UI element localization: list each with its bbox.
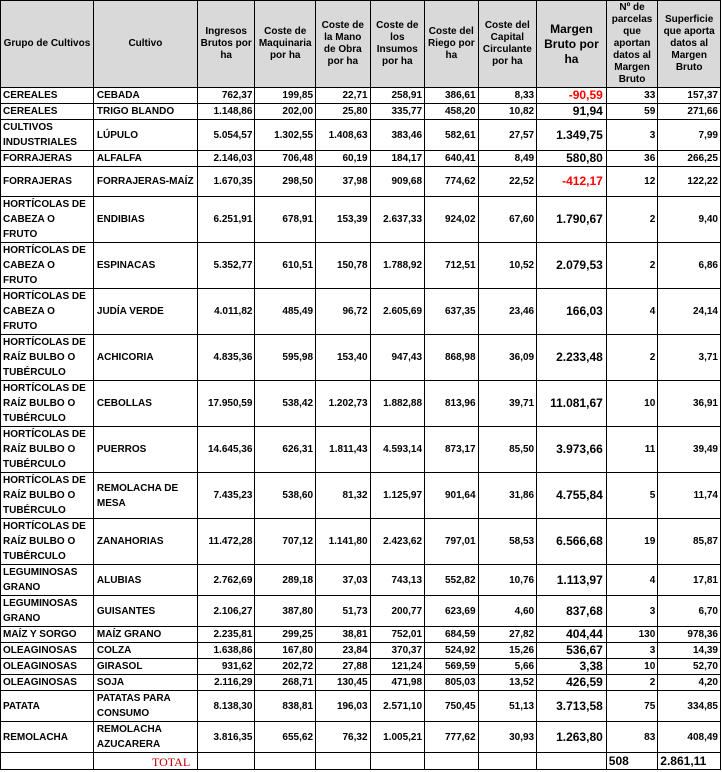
irrigation-cell: 813,96 bbox=[425, 381, 479, 427]
header-capital: Coste del Capital Circulante por ha bbox=[478, 1, 537, 88]
income-cell: 2.146,03 bbox=[197, 151, 255, 167]
total-blank-4 bbox=[255, 753, 316, 770]
capital-cell: 10,82 bbox=[478, 104, 537, 120]
table-row bbox=[1, 722, 721, 753]
group-cell: HORTÍCOLAS DE CABEZA O FRUTO bbox=[1, 289, 94, 335]
irrigation-cell: 805,03 bbox=[425, 675, 479, 691]
machinery-cell: 538,42 bbox=[255, 381, 316, 427]
inputs-cell: 335,77 bbox=[370, 104, 425, 120]
machinery-cell: 289,18 bbox=[255, 565, 316, 596]
total-blank-6 bbox=[370, 753, 425, 770]
total-blank-3 bbox=[197, 753, 255, 770]
plots-cell: 36 bbox=[606, 151, 658, 167]
income-cell: 1.148,86 bbox=[197, 104, 255, 120]
capital-cell: 85,50 bbox=[478, 427, 537, 473]
gross-margin-cell: 4.755,84 bbox=[537, 473, 607, 519]
inputs-cell: 370,37 bbox=[370, 643, 425, 659]
plots-cell: 10 bbox=[606, 659, 658, 675]
table-row bbox=[1, 167, 721, 197]
area-cell: 271,66 bbox=[658, 104, 721, 120]
group-cell: HORTÍCOLAS DE RAÍZ BULBO O TUBÉRCULO bbox=[1, 335, 94, 381]
area-cell: 122,22 bbox=[658, 167, 721, 197]
group-cell: FORRAJERAS bbox=[1, 151, 94, 167]
machinery-cell: 299,25 bbox=[255, 627, 316, 643]
plots-cell: 4 bbox=[606, 565, 658, 596]
header-irrigation: Coste del Riego por ha bbox=[425, 1, 479, 88]
machinery-cell: 1.302,55 bbox=[255, 120, 316, 151]
inputs-cell: 2.605,69 bbox=[370, 289, 425, 335]
inputs-cell: 471,98 bbox=[370, 675, 425, 691]
gross-margin-cell: 91,94 bbox=[537, 104, 607, 120]
group-cell: OLEAGINOSAS bbox=[1, 675, 94, 691]
labour-cell: 22,71 bbox=[316, 88, 371, 104]
machinery-cell: 595,98 bbox=[255, 335, 316, 381]
gross-margin-cell: 3.973,66 bbox=[537, 427, 607, 473]
inputs-cell: 121,24 bbox=[370, 659, 425, 675]
labour-cell: 196,03 bbox=[316, 691, 371, 722]
total-label: TOTAL bbox=[152, 755, 191, 769]
table-row bbox=[1, 675, 721, 691]
gross-margin-cell: 11.081,67 bbox=[537, 381, 607, 427]
area-cell: 157,37 bbox=[658, 88, 721, 104]
inputs-cell: 383,46 bbox=[370, 120, 425, 151]
group-cell: OLEAGINOSAS bbox=[1, 659, 94, 675]
header-gross-margin: Margen Bruto por ha bbox=[537, 1, 607, 88]
area-cell: 85,87 bbox=[658, 519, 721, 565]
machinery-cell: 706,48 bbox=[255, 151, 316, 167]
capital-cell: 36,09 bbox=[478, 335, 537, 381]
capital-cell: 13,52 bbox=[478, 675, 537, 691]
group-cell: CEREALES bbox=[1, 88, 94, 104]
irrigation-cell: 684,59 bbox=[425, 627, 479, 643]
labour-cell: 51,73 bbox=[316, 596, 371, 627]
table-row bbox=[1, 473, 721, 519]
irrigation-cell: 386,61 bbox=[425, 88, 479, 104]
income-cell: 17.950,59 bbox=[197, 381, 255, 427]
plots-cell: 75 bbox=[606, 691, 658, 722]
plots-cell: 130 bbox=[606, 627, 658, 643]
group-cell: LEGUMINOSAS GRANO bbox=[1, 596, 94, 627]
inputs-cell: 200,77 bbox=[370, 596, 425, 627]
header-machinery: Coste de Maquinaria por ha bbox=[255, 1, 316, 88]
table-row bbox=[1, 627, 721, 643]
machinery-cell: 838,81 bbox=[255, 691, 316, 722]
area-cell: 6,70 bbox=[658, 596, 721, 627]
table-row bbox=[1, 643, 721, 659]
group-cell: LEGUMINOSAS GRANO bbox=[1, 565, 94, 596]
capital-cell: 15,26 bbox=[478, 643, 537, 659]
irrigation-cell: 640,41 bbox=[425, 151, 479, 167]
inputs-cell: 258,91 bbox=[370, 88, 425, 104]
machinery-cell: 610,51 bbox=[255, 243, 316, 289]
table-header bbox=[1, 1, 721, 88]
irrigation-cell: 873,17 bbox=[425, 427, 479, 473]
inputs-cell: 1.125,97 bbox=[370, 473, 425, 519]
area-cell: 6,86 bbox=[658, 243, 721, 289]
gross-margin-cell: 426,59 bbox=[537, 675, 607, 691]
inputs-cell: 1.788,92 bbox=[370, 243, 425, 289]
area-cell: 408,49 bbox=[658, 722, 721, 753]
table-row bbox=[1, 565, 721, 596]
inputs-cell: 743,13 bbox=[370, 565, 425, 596]
labour-cell: 60,19 bbox=[316, 151, 371, 167]
irrigation-cell: 777,62 bbox=[425, 722, 479, 753]
irrigation-cell: 712,51 bbox=[425, 243, 479, 289]
plots-cell: 3 bbox=[606, 643, 658, 659]
area-cell: 978,36 bbox=[658, 627, 721, 643]
irrigation-cell: 901,64 bbox=[425, 473, 479, 519]
inputs-cell: 4.593,14 bbox=[370, 427, 425, 473]
income-cell: 3.816,35 bbox=[197, 722, 255, 753]
labour-cell: 130,45 bbox=[316, 675, 371, 691]
area-cell: 52,70 bbox=[658, 659, 721, 675]
gross-margin-cell: 6.566,68 bbox=[537, 519, 607, 565]
gross-margin-cell: 2.079,53 bbox=[537, 243, 607, 289]
plots-cell: 83 bbox=[606, 722, 658, 753]
inputs-cell: 2.423,62 bbox=[370, 519, 425, 565]
income-cell: 762,37 bbox=[197, 88, 255, 104]
irrigation-cell: 774,62 bbox=[425, 167, 479, 197]
crop-cell: REMOLACHA AZUCARERA bbox=[93, 722, 197, 753]
table-row bbox=[1, 596, 721, 627]
labour-cell: 27,88 bbox=[316, 659, 371, 675]
capital-cell: 31,86 bbox=[478, 473, 537, 519]
income-cell: 5.352,77 bbox=[197, 243, 255, 289]
gross-margin-cell: 2.233,48 bbox=[537, 335, 607, 381]
gross-margin-cell: 1.349,75 bbox=[537, 120, 607, 151]
gross-margin-cell: 536,67 bbox=[537, 643, 607, 659]
plots-cell: 11 bbox=[606, 427, 658, 473]
inputs-cell: 2.571,10 bbox=[370, 691, 425, 722]
capital-cell: 27,82 bbox=[478, 627, 537, 643]
table-row bbox=[1, 243, 721, 289]
area-cell: 4,20 bbox=[658, 675, 721, 691]
header-crop: Cultivo bbox=[93, 1, 197, 88]
irrigation-cell: 569,59 bbox=[425, 659, 479, 675]
inputs-cell: 909,68 bbox=[370, 167, 425, 197]
machinery-cell: 655,62 bbox=[255, 722, 316, 753]
income-cell: 2.762,69 bbox=[197, 565, 255, 596]
crop-cell: PUERROS bbox=[93, 427, 197, 473]
crop-cell: MAÍZ GRANO bbox=[93, 627, 197, 643]
table-row bbox=[1, 691, 721, 722]
crop-cell: GIRASOL bbox=[93, 659, 197, 675]
machinery-cell: 167,80 bbox=[255, 643, 316, 659]
irrigation-cell: 797,01 bbox=[425, 519, 479, 565]
total-area: 2.861,11 bbox=[658, 753, 721, 770]
labour-cell: 153,39 bbox=[316, 197, 371, 243]
crop-cell: ACHICORIA bbox=[93, 335, 197, 381]
area-cell: 9,40 bbox=[658, 197, 721, 243]
capital-cell: 10,76 bbox=[478, 565, 537, 596]
crop-cell: CEBADA bbox=[93, 88, 197, 104]
labour-cell: 76,32 bbox=[316, 722, 371, 753]
area-cell: 334,85 bbox=[658, 691, 721, 722]
labour-cell: 1.408,63 bbox=[316, 120, 371, 151]
total-blank-8 bbox=[478, 753, 537, 770]
table-row bbox=[1, 104, 721, 120]
capital-cell: 51,13 bbox=[478, 691, 537, 722]
table-row bbox=[1, 519, 721, 565]
irrigation-cell: 924,02 bbox=[425, 197, 479, 243]
irrigation-cell: 637,35 bbox=[425, 289, 479, 335]
crop-cell: ZANAHORIAS bbox=[93, 519, 197, 565]
labour-cell: 1.202,73 bbox=[316, 381, 371, 427]
crop-cell: SOJA bbox=[93, 675, 197, 691]
header-inputs: Coste de los Insumos por ha bbox=[370, 1, 425, 88]
crop-cell: ALUBIAS bbox=[93, 565, 197, 596]
table-row bbox=[1, 197, 721, 243]
area-cell: 14,39 bbox=[658, 643, 721, 659]
labour-cell: 37,03 bbox=[316, 565, 371, 596]
area-cell: 17,81 bbox=[658, 565, 721, 596]
irrigation-cell: 458,20 bbox=[425, 104, 479, 120]
plots-cell: 59 bbox=[606, 104, 658, 120]
total-plots: 508 bbox=[606, 753, 658, 770]
table-row bbox=[1, 381, 721, 427]
capital-cell: 4,60 bbox=[478, 596, 537, 627]
machinery-cell: 678,91 bbox=[255, 197, 316, 243]
gross-margin-cell: 404,44 bbox=[537, 627, 607, 643]
plots-cell: 19 bbox=[606, 519, 658, 565]
capital-cell: 58,53 bbox=[478, 519, 537, 565]
crop-cell: TRIGO BLANDO bbox=[93, 104, 197, 120]
irrigation-cell: 552,82 bbox=[425, 565, 479, 596]
plots-cell: 3 bbox=[606, 120, 658, 151]
machinery-cell: 387,80 bbox=[255, 596, 316, 627]
table-row bbox=[1, 659, 721, 675]
area-cell: 3,71 bbox=[658, 335, 721, 381]
machinery-cell: 485,49 bbox=[255, 289, 316, 335]
group-cell: HORTÍCOLAS DE RAÍZ BULBO O TUBÉRCULO bbox=[1, 473, 94, 519]
capital-cell: 23,46 bbox=[478, 289, 537, 335]
capital-cell: 8,33 bbox=[478, 88, 537, 104]
plots-cell: 2 bbox=[606, 243, 658, 289]
irrigation-cell: 623,69 bbox=[425, 596, 479, 627]
crop-cell: ESPINACAS bbox=[93, 243, 197, 289]
income-cell: 931,62 bbox=[197, 659, 255, 675]
income-cell: 2.106,27 bbox=[197, 596, 255, 627]
machinery-cell: 202,72 bbox=[255, 659, 316, 675]
group-cell: HORTÍCOLAS DE CABEZA O FRUTO bbox=[1, 197, 94, 243]
income-cell: 1.670,35 bbox=[197, 167, 255, 197]
total-blank-9 bbox=[537, 753, 607, 770]
income-cell: 2.235,81 bbox=[197, 627, 255, 643]
gross-margin-cell: -412,17 bbox=[537, 167, 607, 197]
total-row bbox=[1, 753, 721, 770]
income-cell: 2.116,29 bbox=[197, 675, 255, 691]
crop-cell: GUISANTES bbox=[93, 596, 197, 627]
crop-cell: JUDÍA VERDE bbox=[93, 289, 197, 335]
machinery-cell: 298,50 bbox=[255, 167, 316, 197]
table-row bbox=[1, 88, 721, 104]
gross-margin-cell: 1.113,97 bbox=[537, 565, 607, 596]
area-cell: 36,91 bbox=[658, 381, 721, 427]
plots-cell: 10 bbox=[606, 381, 658, 427]
irrigation-cell: 582,61 bbox=[425, 120, 479, 151]
table-row bbox=[1, 427, 721, 473]
capital-cell: 27,57 bbox=[478, 120, 537, 151]
income-cell: 6.251,91 bbox=[197, 197, 255, 243]
table-row bbox=[1, 335, 721, 381]
income-cell: 11.472,28 bbox=[197, 519, 255, 565]
inputs-cell: 184,17 bbox=[370, 151, 425, 167]
total-blank-7 bbox=[425, 753, 479, 770]
machinery-cell: 707,12 bbox=[255, 519, 316, 565]
crop-cell: REMOLACHA DE MESA bbox=[93, 473, 197, 519]
inputs-cell: 1.882,88 bbox=[370, 381, 425, 427]
header-labour: Coste de la Mano de Obra por ha bbox=[316, 1, 371, 88]
crop-cell: LÚPULO bbox=[93, 120, 197, 151]
capital-cell: 5,66 bbox=[478, 659, 537, 675]
capital-cell: 22,52 bbox=[478, 167, 537, 197]
table-row bbox=[1, 289, 721, 335]
group-cell: CULTIVOS INDUSTRIALES bbox=[1, 120, 94, 151]
labour-cell: 1.141,80 bbox=[316, 519, 371, 565]
header-income: Ingresos Brutos por ha bbox=[197, 1, 255, 88]
plots-cell: 4 bbox=[606, 289, 658, 335]
irrigation-cell: 524,92 bbox=[425, 643, 479, 659]
inputs-cell: 947,43 bbox=[370, 335, 425, 381]
header-group: Grupo de Cultivos bbox=[1, 1, 94, 88]
income-cell: 14.645,36 bbox=[197, 427, 255, 473]
capital-cell: 39,71 bbox=[478, 381, 537, 427]
group-cell: OLEAGINOSAS bbox=[1, 643, 94, 659]
plots-cell: 3 bbox=[606, 596, 658, 627]
machinery-cell: 199,85 bbox=[255, 88, 316, 104]
total-blank-5 bbox=[316, 753, 371, 770]
gross-margin-cell: 837,68 bbox=[537, 596, 607, 627]
total-blank-1 bbox=[1, 753, 94, 770]
income-cell: 4.011,82 bbox=[197, 289, 255, 335]
table-body bbox=[1, 88, 721, 753]
labour-cell: 81,32 bbox=[316, 473, 371, 519]
labour-cell: 23,84 bbox=[316, 643, 371, 659]
gross-margin-cell: -90,59 bbox=[537, 88, 607, 104]
gross-margin-cell: 1.790,67 bbox=[537, 197, 607, 243]
inputs-cell: 2.637,33 bbox=[370, 197, 425, 243]
machinery-cell: 202,00 bbox=[255, 104, 316, 120]
labour-cell: 38,81 bbox=[316, 627, 371, 643]
capital-cell: 10,52 bbox=[478, 243, 537, 289]
crop-cell: ALFALFA bbox=[93, 151, 197, 167]
machinery-cell: 268,71 bbox=[255, 675, 316, 691]
gross-margin-cell: 3,38 bbox=[537, 659, 607, 675]
group-cell: PATATA bbox=[1, 691, 94, 722]
plots-cell: 2 bbox=[606, 675, 658, 691]
gross-margin-cell: 3.713,58 bbox=[537, 691, 607, 722]
labour-cell: 153,40 bbox=[316, 335, 371, 381]
group-cell: CEREALES bbox=[1, 104, 94, 120]
income-cell: 8.138,30 bbox=[197, 691, 255, 722]
income-cell: 7.435,23 bbox=[197, 473, 255, 519]
crop-cell: COLZA bbox=[93, 643, 197, 659]
irrigation-cell: 868,98 bbox=[425, 335, 479, 381]
plots-cell: 2 bbox=[606, 335, 658, 381]
gross-margin-cell: 580,80 bbox=[537, 151, 607, 167]
group-cell: HORTÍCOLAS DE RAÍZ BULBO O TUBÉRCULO bbox=[1, 427, 94, 473]
group-cell: FORRAJERAS bbox=[1, 167, 94, 197]
machinery-cell: 626,31 bbox=[255, 427, 316, 473]
area-cell: 11,74 bbox=[658, 473, 721, 519]
machinery-cell: 538,60 bbox=[255, 473, 316, 519]
table-row bbox=[1, 120, 721, 151]
labour-cell: 96,72 bbox=[316, 289, 371, 335]
group-cell: HORTÍCOLAS DE CABEZA O FRUTO bbox=[1, 243, 94, 289]
group-cell: REMOLACHA bbox=[1, 722, 94, 753]
area-cell: 39,49 bbox=[658, 427, 721, 473]
gross-margin-cell: 1.263,80 bbox=[537, 722, 607, 753]
crop-cell: ENDIBIAS bbox=[93, 197, 197, 243]
income-cell: 5.054,57 bbox=[197, 120, 255, 151]
irrigation-cell: 750,45 bbox=[425, 691, 479, 722]
group-cell: MAÍZ Y SORGO bbox=[1, 627, 94, 643]
income-cell: 4.835,36 bbox=[197, 335, 255, 381]
crop-cell: PATATAS PARA CONSUMO bbox=[93, 691, 197, 722]
group-cell: HORTÍCOLAS DE RAÍZ BULBO O TUBÉRCULO bbox=[1, 519, 94, 565]
crop-cell: CEBOLLAS bbox=[93, 381, 197, 427]
area-cell: 266,25 bbox=[658, 151, 721, 167]
capital-cell: 8,49 bbox=[478, 151, 537, 167]
crop-cell: FORRAJERAS-MAÍZ bbox=[93, 167, 197, 197]
gross-margin-cell: 166,03 bbox=[537, 289, 607, 335]
inputs-cell: 752,01 bbox=[370, 627, 425, 643]
table-row bbox=[1, 151, 721, 167]
plots-cell: 2 bbox=[606, 197, 658, 243]
labour-cell: 1.811,43 bbox=[316, 427, 371, 473]
income-cell: 1.638,86 bbox=[197, 643, 255, 659]
plots-cell: 12 bbox=[606, 167, 658, 197]
labour-cell: 37,98 bbox=[316, 167, 371, 197]
labour-cell: 150,78 bbox=[316, 243, 371, 289]
header-area: Superficie que aporta datos al Margen Bruto bbox=[658, 1, 721, 88]
inputs-cell: 1.005,21 bbox=[370, 722, 425, 753]
plots-cell: 33 bbox=[606, 88, 658, 104]
area-cell: 7,99 bbox=[658, 120, 721, 151]
header-plots: Nº de parcelas que aportan datos al Margen Bruto bbox=[606, 1, 658, 88]
capital-cell: 30,93 bbox=[478, 722, 537, 753]
labour-cell: 25,80 bbox=[316, 104, 371, 120]
group-cell: HORTÍCOLAS DE RAÍZ BULBO O TUBÉRCULO bbox=[1, 381, 94, 427]
plots-cell: 5 bbox=[606, 473, 658, 519]
area-cell: 24,14 bbox=[658, 289, 721, 335]
capital-cell: 67,60 bbox=[478, 197, 537, 243]
